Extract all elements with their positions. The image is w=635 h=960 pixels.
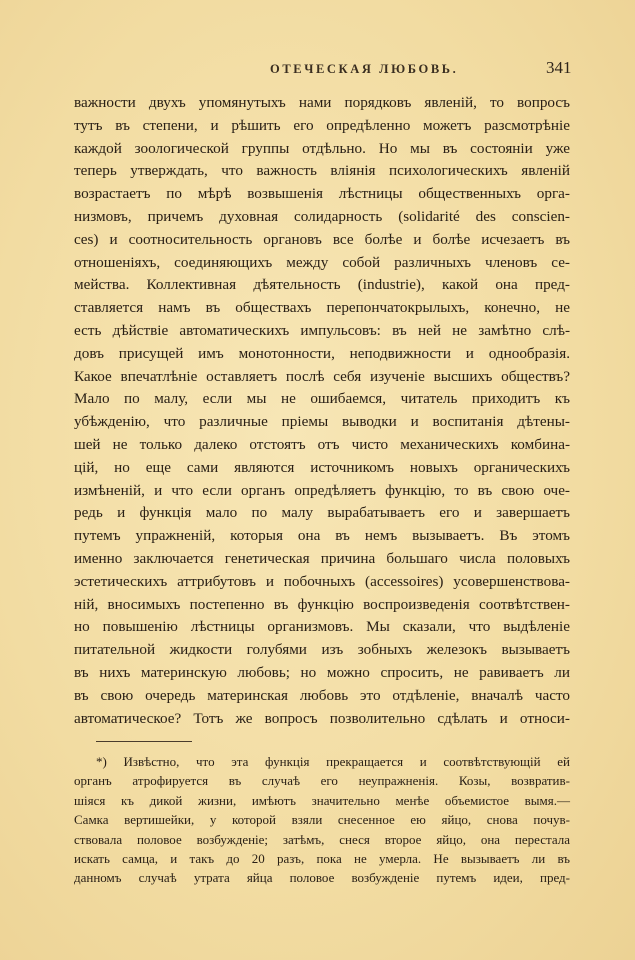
text-line: ставляется намъ въ обществахъ перепончатокрылыхъ, конечно, не [74,299,570,317]
footnote-line: Самка вертишейки, у которой взяли снесенное ею яйцо, снова почув- [74,812,570,828]
text-line: низмовъ, причемъ духовная солидарность (solidarité des conscien- [74,207,570,225]
text-line: ній, вносимыхъ постепенно въ функцію воспроизведенія соотвѣтствен- [74,595,570,613]
body-text [74,92,570,730]
text-line: автоматическое? Тотъ же вопросъ позволительно сдѣлать и относи- [74,709,570,727]
text-line: шей не только далеко отстоятъ отъ чисто механическихъ комбина- [74,435,570,453]
footnote-line: искать самца, и такъ до 20 разъ, пока не умерла. Не вызываетъ ли въ [74,850,570,866]
text-line: редь и функція мало по малу вырабатываетъ его и завершаетъ [74,504,570,522]
text-line: возрастаетъ по мѣрѣ возвышенія лѣстницы общественныхъ орга- [74,185,570,203]
text-line: ces) и соотносительность органовъ все болѣе и болѣе исчезаетъ въ [74,230,570,248]
text-line: въ нихъ материнскую любовь; но можно спросить, не равиваетъ ли [74,663,570,681]
text-line: отношеніяхъ, соединяющихъ между собой различныхъ членовъ се- [74,253,570,271]
text-line: мейства. Коллективная дѣятельность (industrie), какой она пред- [74,276,570,294]
footnote-line: органъ атрофируется въ случаѣ его неупражненія. Козы, возвратив- [74,773,570,789]
text-line: питательной жидкости голубями изъ зобныхъ железокъ вызываетъ [74,641,570,659]
text-line: измѣненій, и что если органъ опредѣляетъ функцію, то въ свою оче- [74,481,570,499]
text-line: Какое впечатлѣніе оставляетъ послѣ себя изученіе высшихъ обществъ? [74,367,570,385]
text-line: убѣжденію, что различные пріемы выводки и воспитанія дѣтены- [74,413,570,431]
text-line: эстетическихъ аттрибутовъ и побочныхъ (accessoires) усовершенствова- [74,572,570,590]
text-line: каждой зоологической группы отдѣльно. Но мы въ состояніи уже [74,139,570,157]
text-line: теперь утверждать, что важность вліянія психологическихъ явленій [74,162,570,180]
running-title: ОТЕЧЕСКАЯ ЛЮБОВЬ. [270,62,459,76]
text-line: но повышенію лѣстницы организмовъ. Мы сказали, что выдѣленіе [74,618,570,636]
text-line: есть дѣйствіе автоматическихъ импульсовъ: въ ней не замѣтно слѣ- [74,321,570,339]
page-number: 341 [546,58,572,77]
footnote [74,752,570,888]
text-line: Мало по малу, если мы не ошибаемся, читатель приходитъ къ [74,390,570,408]
footnote-line: шіяся къ дикой жизни, имѣютъ значительно менѣе объемистое вымя.— [74,792,570,808]
text-line: важности двухъ упомянутыхъ нами порядковъ явленій, то вопросъ [74,94,570,111]
footnote-line: данномъ случаѣ утрата яйца половое возбужденіе путемъ идеи, пред- [74,870,570,886]
footnote-divider [96,741,192,742]
text-line: путемъ упражненій, которыя она въ немъ вызываетъ. Въ этомъ [74,527,570,545]
footnote-line: *) Извѣстно, что эта функція прекращается и соотвѣтствующій ей [96,754,570,769]
text-line: цій, но еще сами являются источникомъ новыхъ органическихъ [74,458,570,476]
text-line: въ свою очередь материнская любовь это отдѣленіе, вначалѣ часто [74,686,570,704]
page-header [0,58,635,82]
footnote-line: ствовала половое возбужденіе; затѣмъ, снеся второе яйцо, она перестала [74,831,570,847]
text-line: тутъ въ степени, и рѣшить его опредѣленно можетъ разсмотрѣніе [74,116,570,134]
text-line: довъ присущей имъ монотонности, неподвижности и однообразія. [74,344,570,362]
text-line: именно заключается генетическая причина большаго числа половыхъ [74,549,570,567]
